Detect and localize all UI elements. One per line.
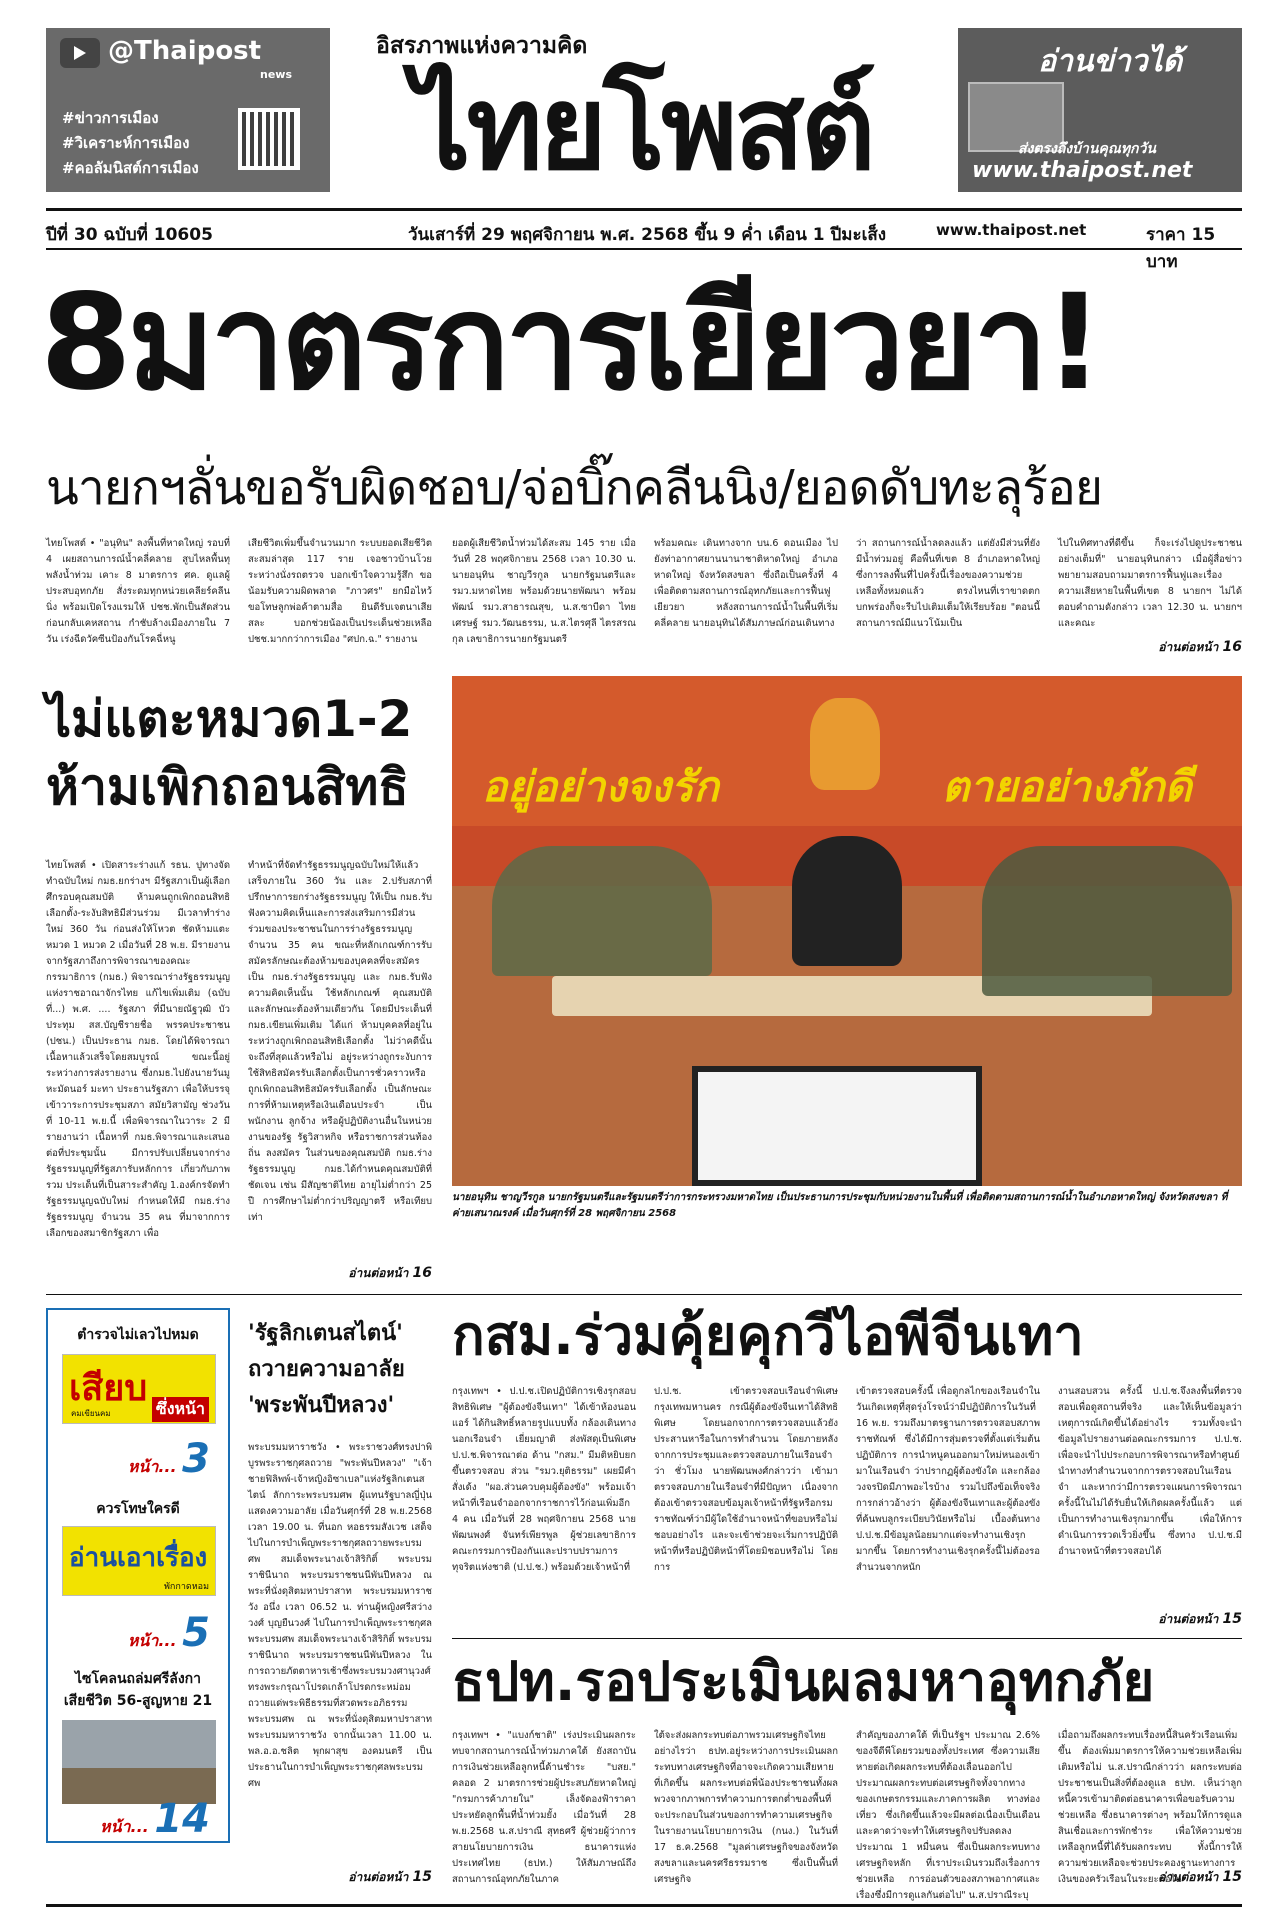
screen-monitor [692, 1066, 982, 1186]
promo-url[interactable]: www.thaipost.net [972, 158, 1193, 183]
lead-column: ไปในทิศทางที่ดีขึ้น ก็จะเร่งไปดูประชาชนอย่างเต็มที่" นายอนุทินกล่าว เมื่อผู้สื่อข่าวพยายามสอบถามมาตรการฟื้นฟูและเรื่องความเสียหายในพื้นที่เขต 8 นายกฯ ไม่ได้ตอบคำถามดังกล่าว เวลา 12.30 น. นายกฯ และคณะ [1058, 538, 1242, 629]
photo-caption: นายอนุทิน ชาญวีรกูล นายกรัฐมนตรีและรัฐมนตรีว่าการกระทรวงมหาดไทย เป็นประธานการประชุมกับหน่วยงานในพื้นที่ เพื่อติดตามสถานการณ์น้ำในอำเภอหาดใหญ่ จังหวัดสงขลา ที่ค่ายเสนาณรงค์ เมื่อวันศุกร์ที่ 28 พฤศจิกายน 2568 [452, 1192, 1228, 1219]
issue-date: วันเสาร์ที่ 29 พฤศจิกายน พ.ศ. 2568 ขึ้น 9 ค่ำ เดือน 1 ปีมะเส็ง [408, 225, 887, 245]
issue-number: ปีที่ 30 ฉบับที่ 10605 [46, 225, 213, 245]
story4-headline: กสม.ร่วมคุ้ยคุกวีไอพีจีนเทา [452, 1304, 1084, 1367]
website-link[interactable]: www.thaipost.net [936, 221, 1087, 239]
story2-headline: ไม่แตะหมวด1-2 [46, 690, 413, 748]
story5-column: กรุงเทพฯ • "แบงก์ชาติ" เร่งประเมินผลกระทบจากสถานการณ์น้ำท่วมภาคใต้ ยังสถาบันการเงินช่วยเหลือลูกหนี้ด้านชำระ "บสย." คลอด 2 มาตรการช่วยผู้ประสบภัยหาดใหญ่ "กรมการค้าภายใน" เล็งจัดองฟ้าราคาประหยัดลูกพื้นที่น้ำท่วมยั้ง เมื่อวันที่ 28 พ.ย.2568 น.ส.ปราณี สุทธศรี ผู้ช่วยผู้ว่าการ สายนโยบายการเงิน ธนาคารแห่งประเทศไทย (ธปท.) ให้สัมภาษณ์ถึงสถานการณ์อุทกภัยในภาค [452, 1730, 636, 1885]
story2-headline: ห้ามเพิกถอนสิทธิ [46, 758, 409, 816]
promo-tag: #วิเคราะห์การเมือง [62, 134, 190, 152]
banner-text: ตายอย่างภักดี [942, 762, 1192, 811]
newspaper-title: ไทยโพสต์ [412, 60, 872, 196]
masthead-left-promo [46, 28, 330, 192]
story5-headline: ธปท.รอประเมินผลมหาอุทกภัย [452, 1650, 1155, 1713]
social-handle-sub: news [260, 68, 293, 81]
promo-sub: ส่งตรงถึงบ้านคุณทุกวัน [1018, 141, 1156, 157]
speaker-figure [792, 836, 902, 966]
banner-text: อยู่อย่างจงรัก [482, 762, 719, 811]
column-promo-box[interactable]: เสียบ คมเขียนคม ซึ่งหน้า [62, 1354, 216, 1424]
lead-photo [452, 676, 1242, 1186]
story3-headline: ถวายความอาลัย [248, 1357, 405, 1382]
story4-column: กรุงเทพฯ • ป.ป.ช.เปิดปฏิบัติการเชิงรุกสอบสิทธิพิเศษ "ผู้ต้องขังจีนเทา" ได้เข้าห้องนอนแอร์ ได้กินสิทธิ์หลายรูปแบบทั้ง กล้องเดินทางนอกเรือนจำ เยี่ยมญาติ ส่งพัสดุเป็นพิเศษ ป.ป.ช.พิจารณาต่อ ด้าน "กสม." มีมติหยิบยกขึ้นตรวจสอบ ส่วน "รมว.ยุติธรรม" เผยมีคำสั่งเด้ง "ผอ.ส่วนควบคุมผู้ต้องขัง" พร้อมเจ้าหน้าที่เรือนจำออกจากราชการไว้ก่อนเพิ่มอีก 4 คน เมื่อวันที่ 28 พฤศจิกายน 2568 นายพัฒนพงศ์ จันทร์เพียรพูล ผู้ช่วยเลขาธิการคณะกรรมการป้องกันและปราบปรามการทุจริตแห่งชาติ (ป.ป.ช.) พร้อมด้วยเจ้าหน้าที่ [452, 1386, 636, 1573]
attendees-left [492, 846, 712, 976]
story2-column: ทำหน้าที่จัดทำรัฐธรรมนูญฉบับใหม่ให้แล้วเสร็จภายใน 360 วัน และ 2.ปรับสภาที่ปรึกษาการยกร่างรัฐธรรมนูญ ให้เป็น กมธ.รับฟังความคิดเห็นและการส่งเสริมการมีส่วนร่วมของประชาชนในการร่างรัฐธรรมนูญ จำนวน 35 คน ขณะที่หลักเกณฑ์การรับสมัครลักษณะต้องห้ามของบุคคลที่จะสมัครเป็น กมธ.ร่างรัฐธรรมนูญ และ กมธ.รับฟังความคิดเห็นนั้น ใช้หลักเกณฑ์ คุณสมบัติ และลักษณะต้องห้ามเดียวกัน โดยมีประเด็นที่ กมธ.เขียนเพิ่มเติม ได้แก่ ห้ามบุคคลที่อยู่ในระหว่างถูกเพิกถอนสิทธิเลือกตั้ง ไม่ว่าคดีนั้นจะถึงที่สุดแล้วหรือไม่ อยู่ระหว่างถูกระงับการใช้สิทธิสมัครรับเลือกตั้งเป็นการชั่วคราวหรือถูกเพิกถอนสิทธิสมัครรับเลือกตั้ง เป็นลักษณะการที่ห้ามเหตุหรือเงินเดือนประจำ เป็นพนักงาน ลูกจ้าง หรือผู้ปฏิบัติงานอื่นในหน่วยงานของรัฐ รัฐวิสาหกิจ หรือราชการส่วนท้องถิ่น ลงสมัคร ในส่วนของคุณสมบัติ กมธ.ร่างรัฐธรรมนูญ กมธ.ได้กำหนดคุณสมบัติที่ชัดเจน เช่น มีสัญชาติไทย อายุไม่ต่ำกว่า 25 ปี การศึกษาไม่ต่ำกว่าปริญญาตรี หรือเทียบเท่า [248, 860, 432, 1223]
story4-column: งานสอบสวน ครั้งนี้ ป.ป.ช.จึงลงพื้นที่ตรวจสอบเพื่อดูสถานที่จริง และให้เห็นข้อมูลว่าเหตุการณ์เกิดขึ้นได้อย่างไร รวมทั้งจะนำข้อมูลไปรายงานต่อคณะกรรมการ ป.ป.ช. เพื่อจะนำไปประกอบการพิจารณาหรือทำศูนย์นำทางทำสำนวนจากการตรวจสอบในเรือนจำ และหากว่ามีการตรวจแผนการพิจารณาครั้งนี้ในไม่ได้รับยื่นให้เกิดผลครั้งนี้แล้ว แต่เป็นการทำงานเชิงรุกมากขึ้น เพื่อให้การดำเนินการรวดเร็วยิ่งขึ้น ซึ่งทาง ป.ป.ช.มีอำนาจหน้าที่ตรวจสอบได้ [1058, 1386, 1242, 1557]
index-sidebar [46, 1308, 230, 1843]
video-play-icon [60, 38, 100, 68]
index-title: ไซโคลนถล่มศรีลังกา [74, 1671, 202, 1687]
lead-headline: 8มาตรการเยียวยา! [40, 266, 1101, 420]
social-handle: @Thaipost [108, 36, 262, 66]
index-title: ควรโทษใครดี [96, 1501, 180, 1517]
continued-link[interactable]: อ่านต่อหน้า 15 [348, 1869, 432, 1885]
story3-headline: 'รัฐลิกเตนสไตน์' [248, 1321, 403, 1346]
section-divider [46, 1294, 1242, 1295]
continued-link[interactable]: อ่านต่อหน้า 15 [1158, 1869, 1242, 1885]
masthead-right-promo [958, 28, 1242, 192]
newspaper-logo [336, 28, 948, 198]
story4-column: ป.ป.ช. เข้าตรวจสอบเรือนจำพิเศษกรุงเทพมหานคร กรณีผู้ต้องขังจีนเทาได้สิทธิพิเศษ โดยนอกจากการตรวจสอบแล้วยังประสานหารือในการทำสำนวน โดยภายหลังจากการประชุมและตรวจสอบภายในเรือนจำว่า ชั่วโมง นายพัฒนพงศ์กล่าวว่า เข้ามาตรวจสอบภายในเรือนจำที่มีปัญหา เนื่องจากต้องเข้าตรวจสอบข้อมูลเจ้าหน้าที่รัฐหรือกรมราชทัณฑ์ว่ามีผู้ใดใช้อำนาจหน้าที่ขอบหรือไม่ชอบอย่างไร และจะเข้าช่วยจะเริ่มการปฏิบัติหน้าที่หรือปฏิบัติหน้าที่โดยมิชอบหรือไม่ โดยการ [654, 1386, 838, 1573]
lead-subhead: นายกฯลั่นขอรับผิดชอบ/จ่อบิ๊กคลีนนิง/ยอดดับทะลุร้อย [46, 460, 1102, 516]
promo-title: อ่านข่าวได้ [1038, 44, 1183, 79]
promo-tag: #ข่าวการเมือง [62, 109, 159, 127]
story2-column: ไทยโพสต์ • เปิดสาระร่างแก้ รธน. ปูทางจัดทำฉบับใหม่ กมธ.ยกร่างฯ มีรัฐสภาเป็นผู้เลือก ศึกรอบคุณสมบัติ ห้ามคนถูกเพิกถอนสิทธิเลือกตั้ง-ระงับสิทธิมีส่วนร่วม มีเวลาทำร่างใหม่ 360 วัน ก่อนส่งให้โหวต ชัดห้ามแตะหมวด 1 หมวด 2 เมื่อวันที่ 28 พ.ย. มีรายงานจากรัฐสภาถึงการพิจารณาของคณะกรรมาธิการ (กมธ.) พิจารณาร่างรัฐธรรมนูญแห่งราชอาณาจักรไทย แก้ไขเพิ่มเติม (ฉบับที่...) พ.ศ. .... รัฐสภา ที่มีนายณัฐวุฒิ บัวประทุม สส.บัญชีรายชื่อ พรรคประชาชน (ปชน.) เป็นประธาน กมธ. โดยได้พิจารณาเนื้อหาแล้วเสร็จโดยสมบูรณ์ ขณะนี้อยู่ระหว่างการส่งรายงาน ซึ่งกมธ.ไปยังนายวันมูหะมัดนอร์ มะทา ประธานรัฐสภา เพื่อให้บรรจุเข้าวาระการประชุมสภา สมัยวิสามัญ ช่วงวันที่ 10-11 พ.ย.นี้ เพื่อพิจารณาในวาระ 2 มีรายงานว่า เนื้อหาที่ กมธ.พิจารณาและเสนอต่อที่ประชุมนั้น มีการปรับเปลี่ยนจากร่างรัฐธรรมนูญที่รัฐสภารับหลักการ เกี่ยวกับภาพรวม ประเด็นที่เป็นสาระสำคัญ 1.องค์กรจัดทำรัฐธรรมนูญฉบับใหม่ กำหนดให้มี กมธ.ร่างรัฐธรรมนูญ จำนวน 35 คน ที่มาจากการเลือกของสมาชิกรัฐสภา เพื่อ [46, 860, 230, 1239]
index-title: เสียชีวิต 56-สูญหาย 21 [63, 1693, 213, 1709]
promo-tags [62, 106, 199, 181]
page-ref[interactable]: หน้า... 3 [127, 1436, 210, 1482]
emblem-icon [810, 698, 880, 790]
bottom-rule [46, 1904, 1242, 1907]
continued-link[interactable]: อ่านต่อหน้า 16 [1158, 639, 1242, 655]
continued-link[interactable]: อ่านต่อหน้า 15 [1158, 1611, 1242, 1627]
lead-column: ว่า สถานการณ์น้ำลดลงแล้ว แต่ยังมีส่วนที่ยังมีน้ำท่วมอยู่ คือพื้นที่เขต 8 อำเภอหาดใหญ่ ซึ่งการลงพื้นที่ไปครั้งนี้เรื่องของความช่วยเหลือทั้งหมดแล้ว ตรงไหนที่เราขาดตกบกพร่องก็จะรีบไปเติมเต็มให้เรียบร้อย "ตอนนี้สถานการณ์มีแนวโน้มเป็น [856, 538, 1040, 629]
lead-column: พร้อมคณะ เดินทางจาก บน.6 ดอนเมือง ไปยังท่าอากาศยานนานาชาติหาดใหญ่ อำเภอหาดใหญ่ จังหวัดสงขลา ซึ่งถือเป็นครั้งที่ 4 เพื่อติดตามสถานการณ์อุทกภัยและการฟื้นฟูเยียวยา หลังสถานการณ์น้ำในพื้นที่เริ่มคลี่คลาย นายอนุทินได้สัมภาษณ์ก่อนเดินทาง [654, 538, 838, 629]
story5-column: ใต้จะส่งผลกระทบต่อภาพรวมเศรษฐกิจไทยอย่างไรว่า ธปท.อยู่ระหว่างการประเมินผลกระทบทางเศรษฐกิจที่อาจจะเกิดความเสียหายที่เกิดขึ้น ผลกระทบต่อพี่น้องประชาชนทั้งผลพวงจากภาพการทำความการตกต่ำของพื้นที่ จะประกอบในส่วนของการทำความเศรษฐกิจในรายงานนโยบายการเงิน (กนง.) ในวันที่ 17 ธ.ค.2568 "มูลค่าเศรษฐกิจของจังหวัดสงขลาและนครศรีธรรมราช ซึ่งเป็นพื้นที่เศรษฐกิจ [654, 1730, 838, 1885]
continued-link[interactable]: อ่านต่อหน้า 16 [348, 1265, 432, 1281]
flood-photo [62, 1720, 216, 1804]
story4-column: เข้าตรวจสอบครั้งนี้ เพื่อดูกลไกของเรือนจำในวันเกิดเหตุที่สุดรุ่งโรจน์ว่ามีปฏิบัติการในวันที่ 16 พ.ย. รวมถึงมาตรฐานการตรวจสอบสภาพราชทัณฑ์ ซึ่งได้มีการสุ่มตรวจที่ตั้งแต่เริ่มต้นปฏิบัติการ การนำหนูคนออกมาใหม่หนองเข้ามาในเรือนจำ ว่าปรากฏผู้ต้องขังใด และกล้องวงจรปิดมีภาพอะไรบ้าง รวมไปถึงข้อเท็จจริงการกล่าวอ้างว่า ผู้ต้องขังจีนเทาและผู้ต้องขังที่ค้นพบลูกระเบียบวินัยหรือไม่ เบื้องต้นทาง ป.ป.ช.มีข้อมูลน้อยมากแต่จะทำงานเชิงรุกมากขึ้น โดยการทำงานเชิงรุกครั้งนี้ไม่ต้องรอสำนวนจากหนัก [856, 1386, 1040, 1573]
story5-column: เมื่อถามถึงผลกระทบเรื่องหนี้สินครัวเรือนเพิ่มขึ้น ต้องเพิ่มมาตรการให้ความช่วยเหลือเพิ่มเติมหรือไม่ น.ส.ปราณีกล่าวว่า ผลกระทบต่อประชาชนเป็นสิ่งที่ต้องดูแล ธปท. เห็นว่าลูกหนี้ควรเข้ามาติดต่อธนาคารเพื่อขอรับความช่วยเหลือ ซึ่งธนาคารต่างๆ พร้อมให้การดูแลสินเชื่อและการพักชำระ เพื่อให้ความช่วยเหลือลูกหนี้ที่ได้รับผลกระทบ ทั้งนี้การให้ความช่วยเหลือจะช่วยประคองฐานะทางการเงินของครัวเรือนในระยะต่อไป [1058, 1730, 1242, 1885]
column-promo-box[interactable]: อ่านเอาเรื่อง พักกาดหอม [62, 1526, 216, 1596]
index-title: ตำรวจไม่เลวไปหมด [77, 1327, 199, 1343]
lead-column: ไทยโพสต์ • "อนุทิน" ลงพื้นที่หาดใหญ่ รอบที่ 4 เผยสถานการณ์น้ำคลี่คลาย สูบไหลพื้นทุพลังน้ำท่วม เคาะ 8 มาตรการ ศค. ดูแลผู้ประสบอุทกภัย สั่งระดมทุกหน่วยเคลียร์คลีนนิ่ง พร้อมเปิดโรงแรมให้ ปชช.พักเป็นสัดส่วนก่อนกลับเคหสถาน กำชับล้างเมืองภายใน 7 วัน เร่งฉีดวัคซีนป้องกันโรคฉี่หนู [46, 538, 230, 645]
story3-column: พระบรมมหาราชวัง • พระราชวงศ์ทรงปาพิบูรพระราชกุศลถวาย "พระพันปีหลวง" "เจ้าชายฟิลิพพ์-เจ้าหญิงอิซาเบล"แห่งรัฐลิกเตนสไตน์ ลักการะพระบรมศพ ผู้แทนรัฐบาลญี่ปุ่นแสดงความอาลัย เมื่อวันศุกร์ที่ 28 พ.ย.2568 เวลา 19.00 น. ที่นอก หอธรรมสังเวช เสด็จไปในการบำเพ็ญพระราชกุศลถวายพระบรมศพ สมเด็จพระนางเจ้าสิริกิติ์ พระบรมราชินีนาถ พระบรมราชชนนีพันปีหลวง ณ พระที่นั่งดุสิตมหาปราสาท พระบรมมหาราชวัง อนึ่ง เวลา 06.52 น. ท่านผู้หญิงศรีสว่างวงศ์ บุญยืนวงศ์ ไปในการบำเพ็ญพระราชกุศลพระบรมศพ สมเด็จพระนางเจ้าสิริกิติ์ พระบรมราชินีนาถ พระบรมราชชนนีพันปีหลวง ในการถวายภัตตาหารเช้าซึ่งพระบรมวงศานุวงศ์ทรงพระกรุณาโปรดเกล้าโปรดกระหม่อมถวายแด่พระพิธีธรรมที่สวดพระอภิธรรมพระบรมศพ ณ พระที่นั่งดุสิตมหาปราสาท พระบรมมหาราชวัง จากนั้นเวลา 11.00 น. พล.อ.อ.ชลิต พุกผาสุข องคมนตรี เป็นประธานในการบำเพ็ญพระราชกุศลพระบรมศพ [248, 1442, 432, 1789]
dateline-bar [46, 208, 1242, 272]
qr-code-icon[interactable] [238, 108, 300, 170]
page-ref[interactable]: หน้า... 14 [100, 1796, 210, 1842]
price: ราคา 15 บาท [1146, 225, 1216, 272]
section-divider [452, 1638, 1242, 1639]
page-ref[interactable]: หน้า... 5 [127, 1610, 210, 1656]
story5-column: สำคัญของภาคใต้ ที่เป็นรัฐฯ ประมาณ 2.6% ของจีดีพีโดยรวมของทั้งประเทศ ซึ่งความเสียหายต่อเกิดผลกระทบที่ต้องเลื่อนออกไปประมาณผลกระทบต่อเศรษฐกิจทั้งจากทางของเกษตรกรรมและภาคการผลิต ทางท่องเที่ยว ซึ่งเกิดขึ้นแล้วจะมีผลต่อเนื่องเป็นเดือนและคาดว่าจะทำให้เศรษฐกิจปรับลดลงประมาณ 1 หมื่นคน ซึ่งเป็นผลกระทบทางเศรษฐกิจหลัก ที่เราประเมินรวมถึงเรื่องการช่วยเหลือ การอ่อนตัวของสภาพอากาศและเรื่องซึ่งมีการดูแลกันต่อไป" น.ส.ปราณีระบุ [856, 1730, 1040, 1901]
lead-column: เสียชีวิตเพิ่มขึ้นจำนวนมาก ระบบยอดเสียชีวิตสะสมล่าสุด 117 ราย เจอชาวบ้านโวยระหว่างนั่งรถตรวจ บอกเข้าใจความรู้สึก ขอน้อมรับความผิดพลาด "ภาวศร" ยกมือไหว้ขอโทษลูกพ่อค้าตามสื่อ ยินดีรับเจตนาเสียสละ บอกช่วยน้องเป็นประเด็นช่วยเหลือ ปชช.มากกว่าการเมือง "ศปก.ฉ." รายงาน [248, 538, 432, 645]
slogan: อิสรภาพแห่งความคิด [376, 33, 588, 59]
lead-column: ยอดผู้เสียชีวิตน้ำท่วมได้สะสม 145 ราย เมื่อวันที่ 28 พฤศจิกายน 2568 เวลา 10.30 น. นายอนุทิน ชาญวีรกูล นายกรัฐมนตรีและ รมว.มหาดไทย พร้อมด้วยนายพัฒนา พร้อมพัฒน์ รมว.สาธารณสุข, น.ส.ซาบีดา ไทยเศรษฐ์ รมว.วัฒนธรรม, น.ส.ไตรศุลี ไตรสรณกุล เลขาธิการนายกรัฐมนตรี [452, 538, 636, 645]
story3-headline: 'พระพันปีหลวง' [248, 1393, 395, 1418]
promo-tag: #คอลัมนิสต์การเมือง [62, 159, 199, 177]
attendees-right [982, 846, 1232, 996]
